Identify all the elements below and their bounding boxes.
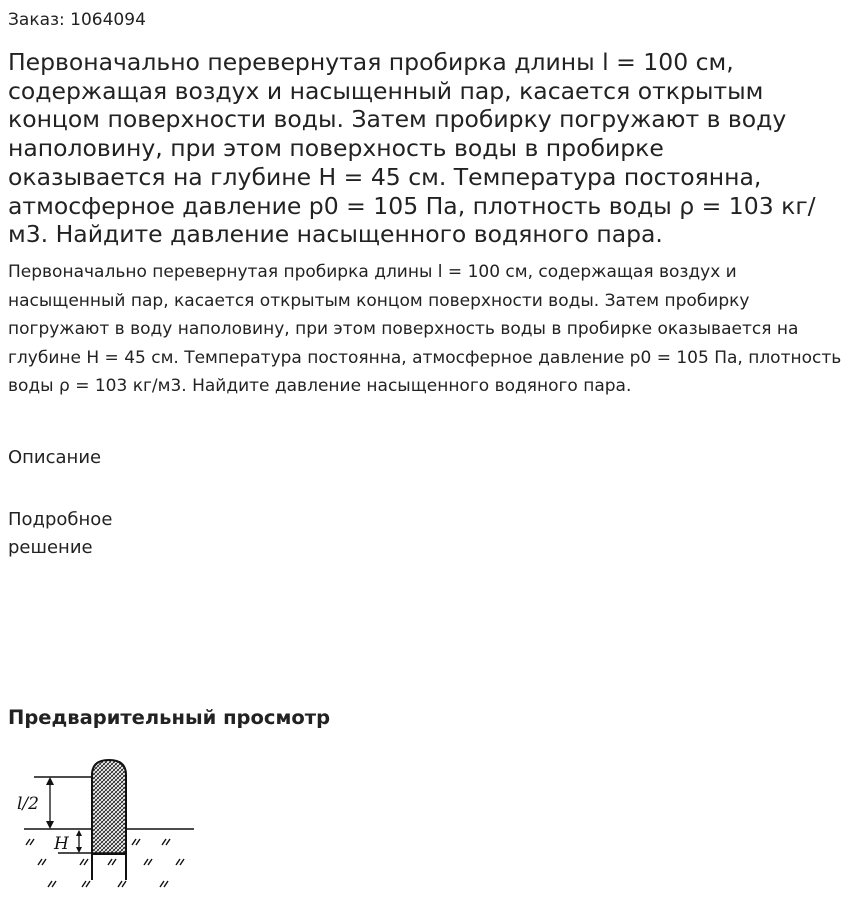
test-tube-shape <box>92 760 126 854</box>
description-tab[interactable]: Описание <box>8 447 102 468</box>
problem-description-text: Первоначально перевернутая пробирка длины l = 100 см, содержащая воздух и насыщенный пар, касается открытым концом поверхности воды. Затем пробирку погружают в воду наполовину, при этом поверхность воды в пробирке оказывается на глубине H = 45 см. Температура постоянна, атмосферное давление p0 = 105 Па, плотность воды ρ = 103 кг/м3. Найдите давление насыщенного водяного пара. <box>8 262 842 396</box>
half-length-label: l/2 <box>17 794 39 814</box>
preview-heading: Предварительный просмотр <box>8 706 331 729</box>
problem-title: Первоначально перевернутая пробирка длины l = 100 см, содержащая воздух и насыщенный пар, касается открытым концом поверхности воды. Затем пробирку погружают в воду наполовину, при этом поверхность воды в пробирке оказывается на глубине H = 45 см. Температура постоянна, атмосферное давление p0 = 105 Па, плотность воды ρ = 103 кг/м3. Найдите давление насыщенного водяного пара. <box>8 48 816 249</box>
test-tube-diagram-svg <box>12 752 202 897</box>
order-number: Заказ: 1064094 <box>8 10 146 30</box>
test-tube-diagram <box>12 752 202 897</box>
depth-label: H <box>54 834 69 854</box>
detailed-solution-tab[interactable]: Подробное решение <box>8 509 113 558</box>
